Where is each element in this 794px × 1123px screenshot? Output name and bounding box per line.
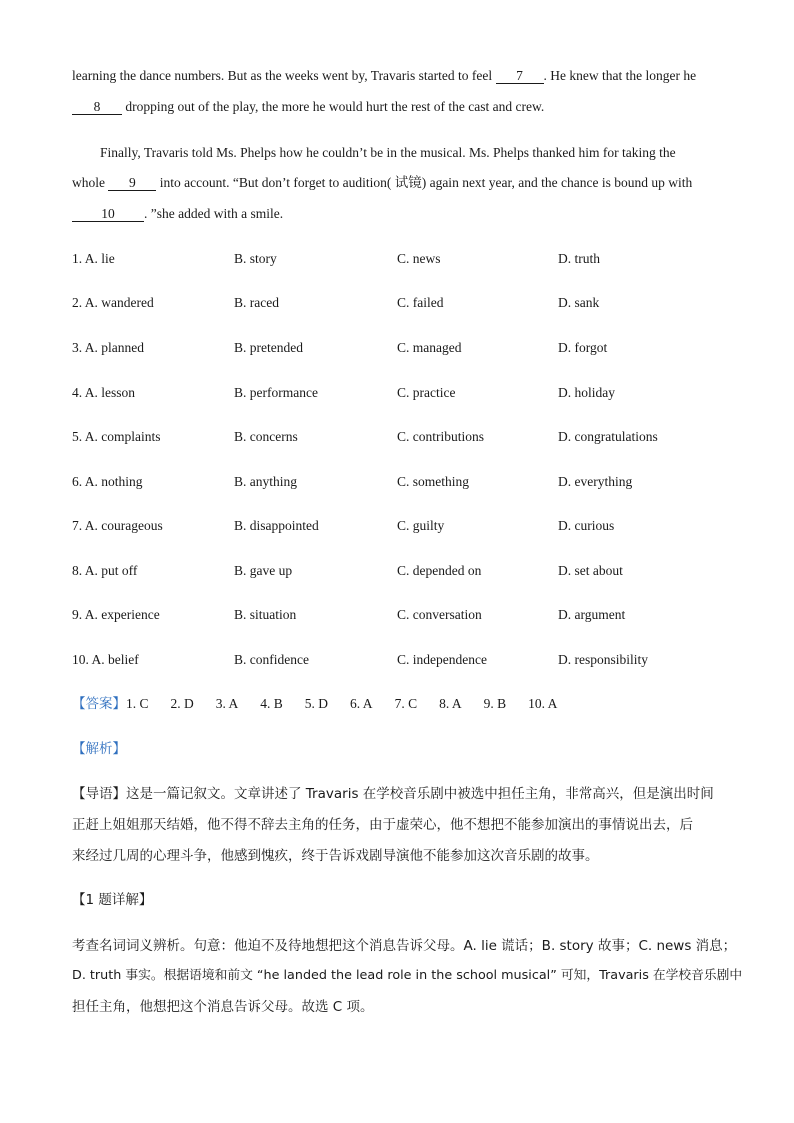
q7-option-b: B. disappointed	[234, 518, 319, 533]
passage-text: whole	[72, 175, 109, 190]
q10-option-d: D. responsibility	[558, 652, 648, 667]
passage-text: . ”she added with a smile.	[144, 206, 284, 221]
q1-detail-line-1: 考查名词词义辨析。句意：他迫不及待地想把这个消息告诉父母。A. lie 谎话；B. story 故事；C. news 消息；	[72, 938, 737, 954]
q3-option-b: B. pretended	[234, 340, 303, 355]
intro-line-1	[72, 785, 722, 803]
q5-option-a: 5. A. complaints	[72, 429, 161, 444]
q2-option-a: 2. A. wandered	[72, 295, 154, 310]
q1-detail-tag: 【1 题详解】	[72, 892, 153, 908]
q4-option-c: C. practice	[397, 385, 456, 400]
q7-option-c: C. guilty	[397, 518, 445, 533]
blank-7: 7	[496, 68, 544, 84]
q6-option-d: D. everything	[558, 474, 633, 489]
q8-option-c: C. depended on	[397, 563, 482, 578]
answer-item: 10. A	[528, 696, 558, 711]
passage-line-2	[72, 98, 544, 116]
answer-item: 9. B	[483, 696, 507, 711]
answer-key	[72, 695, 579, 713]
blank-9: 9	[108, 175, 156, 191]
q1-option-d: D. truth	[558, 251, 600, 266]
q10-option-b: B. confidence	[234, 652, 309, 667]
answer-item: 4. B	[260, 696, 283, 711]
passage-text: dropping out of the play, the more he would hurt the rest of the cast and crew.	[122, 99, 545, 114]
intro-text: 这是一篇记叙文。文章讲述了 Travaris 在学校音乐剧中被选中担任主角，非常高兴，但是演出时间	[126, 786, 714, 802]
q6-option-c: C. something	[397, 474, 470, 489]
answer-item: 3. A	[215, 696, 239, 711]
blank-8: 8	[72, 99, 122, 115]
q3-option-a: 3. A. planned	[72, 340, 144, 355]
answer-item: 7. C	[394, 696, 418, 711]
intro-line-2: 正赶上姐姐那天结婚，他不得不辞去主角的任务，由于虚荣心，他不想把不能参加演出的事情说出去，后	[72, 817, 693, 833]
blank-10: 10	[72, 206, 144, 222]
answer-item: 6. A	[350, 696, 373, 711]
q10-option-c: C. independence	[397, 652, 487, 667]
answer-item: 2. D	[170, 696, 194, 711]
q1-option-b: B. story	[234, 251, 277, 266]
q2-option-b: B. raced	[234, 295, 279, 310]
q4-option-d: D. holiday	[558, 385, 615, 400]
q5-option-c: C. contributions	[397, 429, 484, 444]
q2-option-c: C. failed	[397, 295, 444, 310]
q6-option-b: B. anything	[234, 474, 297, 489]
answer-item: 5. D	[304, 696, 329, 711]
q4-option-a: 4. A. lesson	[72, 385, 136, 400]
passage-line-1	[72, 67, 696, 85]
q8-option-a: 8. A. put off	[72, 563, 138, 578]
q9-option-d: D. argument	[558, 607, 626, 622]
analysis-tag: 【解析】	[72, 741, 126, 757]
q5-option-d: D. congratulations	[558, 429, 658, 444]
q3-option-d: D. forgot	[558, 340, 608, 355]
q6-option-a: 6. A. nothing	[72, 474, 143, 489]
q9-option-b: B. situation	[234, 607, 297, 622]
q1-detail-line-3: 担任主角，他想把这个消息告诉父母。故选 C 项。	[72, 999, 374, 1015]
q2-option-d: D. sank	[558, 295, 600, 310]
intro-tag: 【导语】	[72, 786, 126, 802]
q9-option-c: C. conversation	[397, 607, 482, 622]
q1-option-c: C. news	[397, 251, 441, 266]
q7-option-a: 7. A. courageous	[72, 518, 163, 533]
q9-option-a: 9. A. experience	[72, 607, 160, 622]
q7-option-d: D. curious	[558, 518, 615, 533]
passage-line-4	[72, 174, 692, 192]
answer-tag: 【答案】	[72, 696, 126, 712]
passage-line-3: Finally, Travaris told Ms. Phelps how he couldn’t be in the musical. Ms. Phelps thanked him for taking the	[100, 145, 676, 160]
answer-item: 1. C	[126, 696, 149, 711]
q10-option-a: 10. A. belief	[72, 652, 139, 667]
q8-option-b: B. gave up	[234, 563, 293, 578]
passage-line-5	[72, 205, 283, 223]
q4-option-b: B. performance	[234, 385, 318, 400]
q1-option-a: 1. A. lie	[72, 251, 115, 266]
passage-text: learning the dance numbers. But as the weeks went by, Travaris started to feel	[72, 68, 496, 83]
q1-detail-line-2: D. truth 事实。根据语境和前文 “he landed the lead role in the school musical” 可知，Travaris 在学校音乐剧中	[72, 968, 743, 983]
answer-item: 8. A	[439, 696, 462, 711]
q3-option-c: C. managed	[397, 340, 462, 355]
passage-text: into account. “But don’t forget to audition( 试镜) again next year, and the chance is bound up with	[156, 175, 693, 190]
intro-line-3: 来经过几周的心理斗争，他感到愧疚，终于告诉戏剧导演他不能参加这次音乐剧的故事。	[72, 848, 599, 864]
passage-text: . He knew that the longer he	[543, 68, 697, 83]
q8-option-d: D. set about	[558, 563, 623, 578]
q5-option-b: B. concerns	[234, 429, 298, 444]
